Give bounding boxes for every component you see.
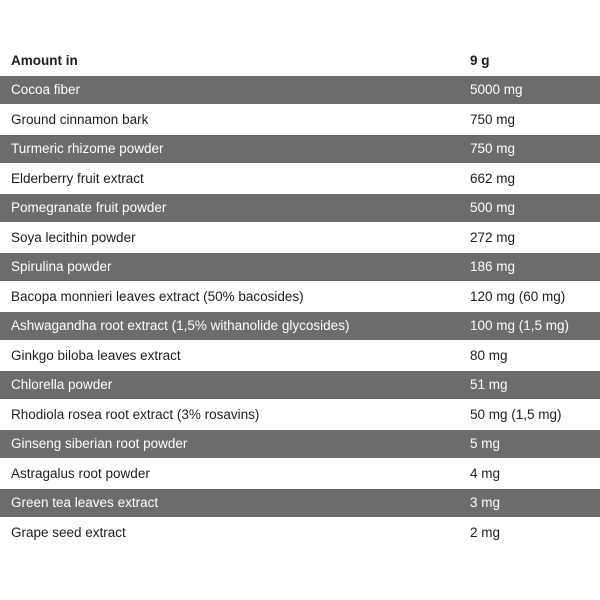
header-name-label: Amount in bbox=[11, 52, 78, 68]
ingredient-amount: 50 mg (1,5 mg) bbox=[470, 406, 562, 422]
table-row bbox=[0, 253, 600, 283]
header-amount-label: 9 g bbox=[470, 52, 490, 68]
ingredient-amount: 5000 mg bbox=[470, 82, 523, 98]
table-row bbox=[0, 164, 600, 194]
table-row bbox=[0, 371, 600, 401]
ingredient-amount: 120 mg (60 mg) bbox=[470, 288, 566, 304]
ingredient-name: Cocoa fiber bbox=[11, 82, 81, 98]
table-row bbox=[0, 400, 600, 430]
ingredient-name: Spirulina powder bbox=[11, 259, 112, 275]
ingredient-name: Grape seed extract bbox=[11, 524, 126, 540]
ingredient-amount: 500 mg bbox=[470, 200, 516, 216]
table-row bbox=[0, 312, 600, 342]
ingredient-name: Ginkgo biloba leaves extract bbox=[11, 347, 181, 363]
ingredient-name: Turmeric rhizome powder bbox=[11, 141, 164, 157]
table-row bbox=[0, 430, 600, 460]
table-row bbox=[0, 518, 600, 548]
ingredient-name: Soya lecithin powder bbox=[11, 229, 136, 245]
table-header-row bbox=[0, 46, 600, 76]
ingredient-name: Ashwagandha root extract (1,5% withanolide glycosides) bbox=[11, 318, 350, 334]
table-row bbox=[0, 489, 600, 519]
ingredient-name: Astragalus root powder bbox=[11, 465, 150, 481]
ingredient-name: Green tea leaves extract bbox=[11, 495, 159, 511]
ingredient-amount: 80 mg bbox=[470, 347, 508, 363]
ingredient-amount: 51 mg bbox=[470, 377, 508, 393]
ingredient-amount: 272 mg bbox=[470, 229, 516, 245]
ingredient-name: Chlorella powder bbox=[11, 377, 113, 393]
table-row bbox=[0, 76, 600, 106]
ingredient-amount: 3 mg bbox=[470, 495, 501, 511]
table-row bbox=[0, 282, 600, 312]
ingredient-amount: 186 mg bbox=[470, 259, 516, 275]
ingredient-amount: 100 mg (1,5 mg) bbox=[470, 318, 570, 334]
ingredient-name: Rhodiola rosea root extract (3% rosavins) bbox=[11, 406, 260, 422]
table-row bbox=[0, 341, 600, 371]
ingredient-amount: 2 mg bbox=[470, 524, 501, 540]
ingredient-name: Ginseng siberian root powder bbox=[11, 436, 188, 452]
ingredient-amount: 750 mg bbox=[470, 141, 516, 157]
ingredient-amount: 750 mg bbox=[470, 111, 516, 127]
table-row bbox=[0, 105, 600, 135]
ingredient-amount: 4 mg bbox=[470, 465, 501, 481]
table-row bbox=[0, 135, 600, 165]
ingredient-name: Bacopa monnieri leaves extract (50% bacosides) bbox=[11, 288, 304, 304]
table-row bbox=[0, 223, 600, 253]
table-row bbox=[0, 194, 600, 224]
ingredient-name: Pomegranate fruit powder bbox=[11, 200, 167, 216]
ingredient-name: Ground cinnamon bark bbox=[11, 111, 149, 127]
table-row bbox=[0, 459, 600, 489]
ingredient-amount: 5 mg bbox=[470, 436, 501, 452]
ingredients-table bbox=[0, 46, 600, 548]
ingredient-amount: 662 mg bbox=[470, 170, 516, 186]
ingredient-name: Elderberry fruit extract bbox=[11, 170, 144, 186]
